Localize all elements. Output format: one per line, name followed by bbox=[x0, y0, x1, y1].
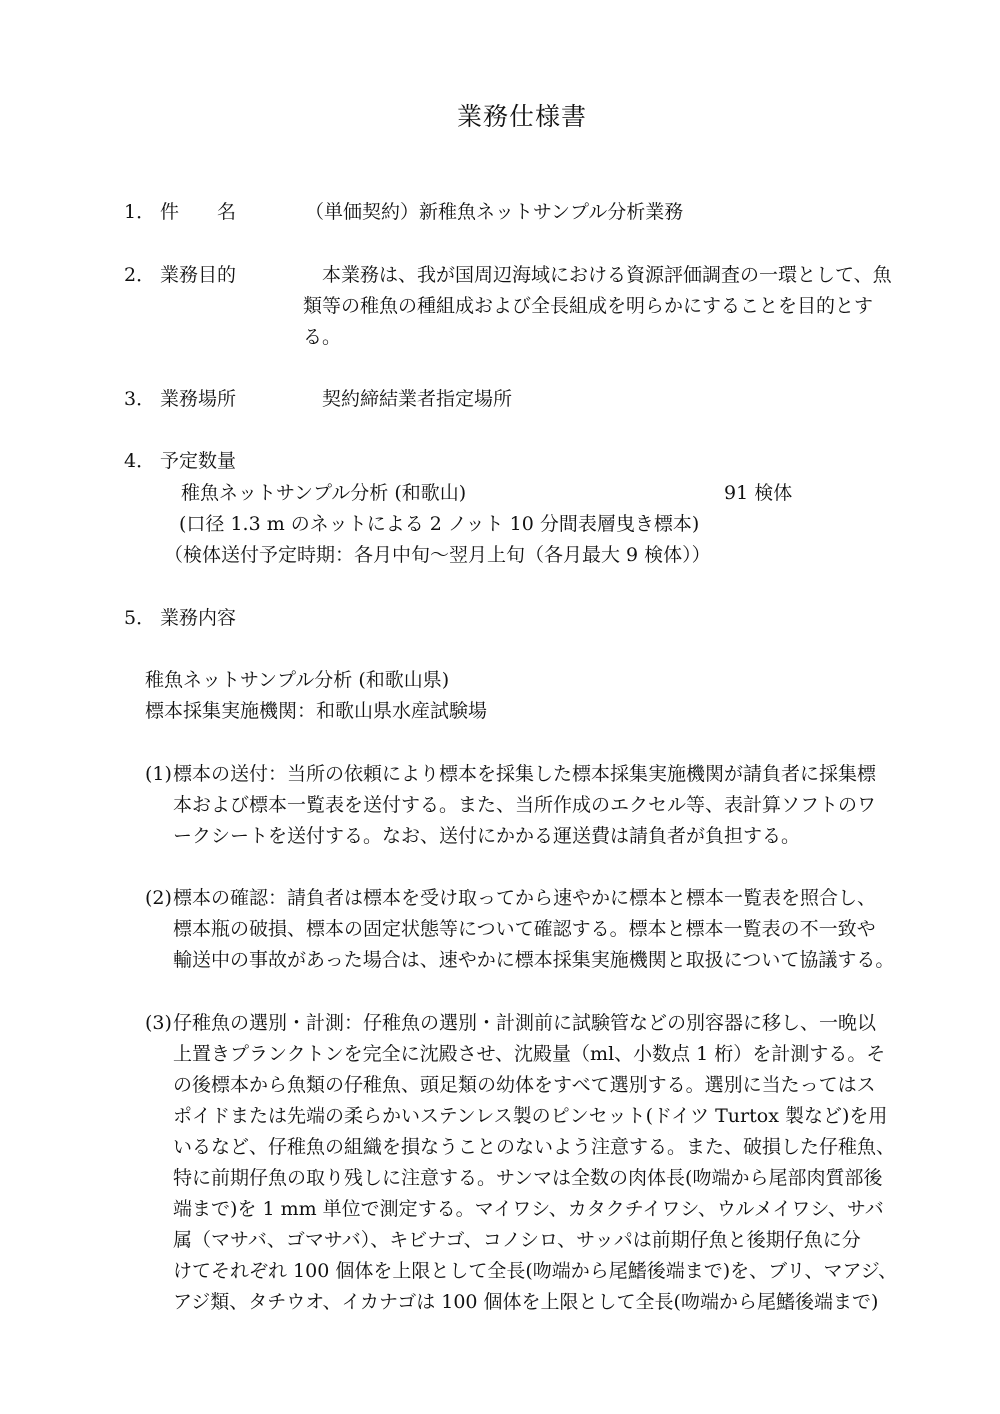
section-3-label: 業務場所 bbox=[160, 388, 237, 410]
section-2-label: 業務目的 bbox=[160, 264, 237, 286]
section-3-content: 契約締結業者指定場所 bbox=[303, 388, 513, 410]
item-2-line: 輸送中の事故があった場合は、速やかに標本採集実施機関と取扱について協議する。 bbox=[173, 949, 895, 971]
section-1-content: （単価契約）新稚魚ネットサンプル分析業務 bbox=[305, 201, 684, 223]
page-title: 業務仕様書 bbox=[457, 102, 588, 131]
item-2-line: 標本の確認：請負者は標本を受け取ってから速やかに標本と標本一覧表を照合し、 bbox=[173, 887, 877, 909]
section-4-label: 予定数量 bbox=[160, 450, 237, 472]
delivery-schedule-note: （検体送付予定時期：各月中旬～翌月上旬（各月最大 9 検体）） bbox=[164, 544, 711, 566]
sampling-institution: 標本採集実施機関：和歌山県水産試験場 bbox=[145, 700, 488, 722]
quantity-value: 91 検体 bbox=[724, 482, 793, 504]
quantity-note: (口径 1.3 m のネットによる 2 ノット 10 分間表層曳き標本) bbox=[179, 513, 700, 535]
item-3-line: いるなど、仔稚魚の組織を損なうことのないよう注意する。また、破損した仔稚魚、 bbox=[173, 1136, 896, 1158]
item-1-body bbox=[173, 759, 876, 852]
section-1-number: 1． bbox=[124, 201, 156, 223]
item-3-line: 仔稚魚の選別・計測：仔稚魚の選別・計測前に試験管などの別容器に移し、一晩以 bbox=[173, 1012, 877, 1034]
section-5-number: 5． bbox=[124, 607, 156, 629]
item-1-line: ークシートを送付する。なお、送付にかかる運送費は請負者が負担する。 bbox=[173, 825, 801, 847]
section-1-label: 件 名 bbox=[160, 201, 237, 223]
analysis-subtitle: 稚魚ネットサンプル分析 (和歌山県) bbox=[145, 669, 450, 691]
quantity-item: 稚魚ネットサンプル分析 (和歌山) bbox=[181, 482, 467, 504]
item-3-line: の後標本から魚類の仔稚魚、頭足類の幼体をすべて選別する。選別に当たってはス bbox=[173, 1074, 876, 1096]
section-2-line: 本業務は、我が国周辺海域における資源評価調査の一環として、魚 bbox=[303, 264, 892, 286]
section-4-number: 4． bbox=[124, 450, 156, 472]
item-1-line: 本および標本一覧表を送付する。また、当所作成のエクセル等、表計算ソフトのワ bbox=[173, 794, 877, 816]
item-3-line: アジ類、タチウオ、イカナゴは 100 個体を上限として全長(吻端から尾鰭後端まで) bbox=[173, 1291, 879, 1313]
item-3-line: 属（マサバ、ゴマサバ）、キビナゴ、コノシロ、サッパは前期仔魚と後期仔魚に分 bbox=[173, 1229, 861, 1251]
item-3-line: 上置きプランクトンを完全に沈殿させ、沈殿量（ml、小数点 1 桁）を計測する。そ bbox=[173, 1043, 886, 1065]
section-2-number: 2． bbox=[124, 264, 156, 286]
item-2-number: (2) bbox=[145, 887, 172, 909]
item-3-line: 端まで)を 1 mm 単位で測定する。マイワシ、カタクチイワシ、ウルメイワシ、サバ bbox=[173, 1198, 884, 1220]
item-3-body bbox=[173, 1008, 897, 1318]
item-1-line: 標本の送付：当所の依頼により標本を採集した標本採集実施機関が請負者に採集標 bbox=[173, 763, 877, 785]
section-2-line: る。 bbox=[303, 326, 342, 348]
item-3-line: ポイドまたは先端の柔らかいステンレス製のピンセット(ドイツ Turtox 製など)を用 bbox=[173, 1105, 888, 1127]
section-2-line: 類等の稚魚の種組成および全長組成を明らかにすることを目的とす bbox=[303, 295, 874, 317]
item-2-line: 標本瓶の破損、標本の固定状態等について確認する。標本と標本一覧表の不一致や bbox=[173, 918, 876, 940]
section-5-label: 業務内容 bbox=[160, 607, 237, 629]
section-2-body bbox=[303, 260, 892, 353]
item-3-line: 特に前期仔魚の取り残しに注意する。サンマは全数の肉体長(吻端から尾部肉質部後 bbox=[173, 1167, 883, 1189]
section-3-number: 3． bbox=[124, 388, 156, 410]
item-3-number: (3) bbox=[145, 1012, 172, 1034]
item-3-line: けてそれぞれ 100 個体を上限として全長(吻端から尾鰭後端まで)を、ブリ、マアジ、 bbox=[173, 1260, 898, 1282]
item-2-body bbox=[173, 883, 894, 976]
item-1-number: (1) bbox=[145, 763, 172, 785]
